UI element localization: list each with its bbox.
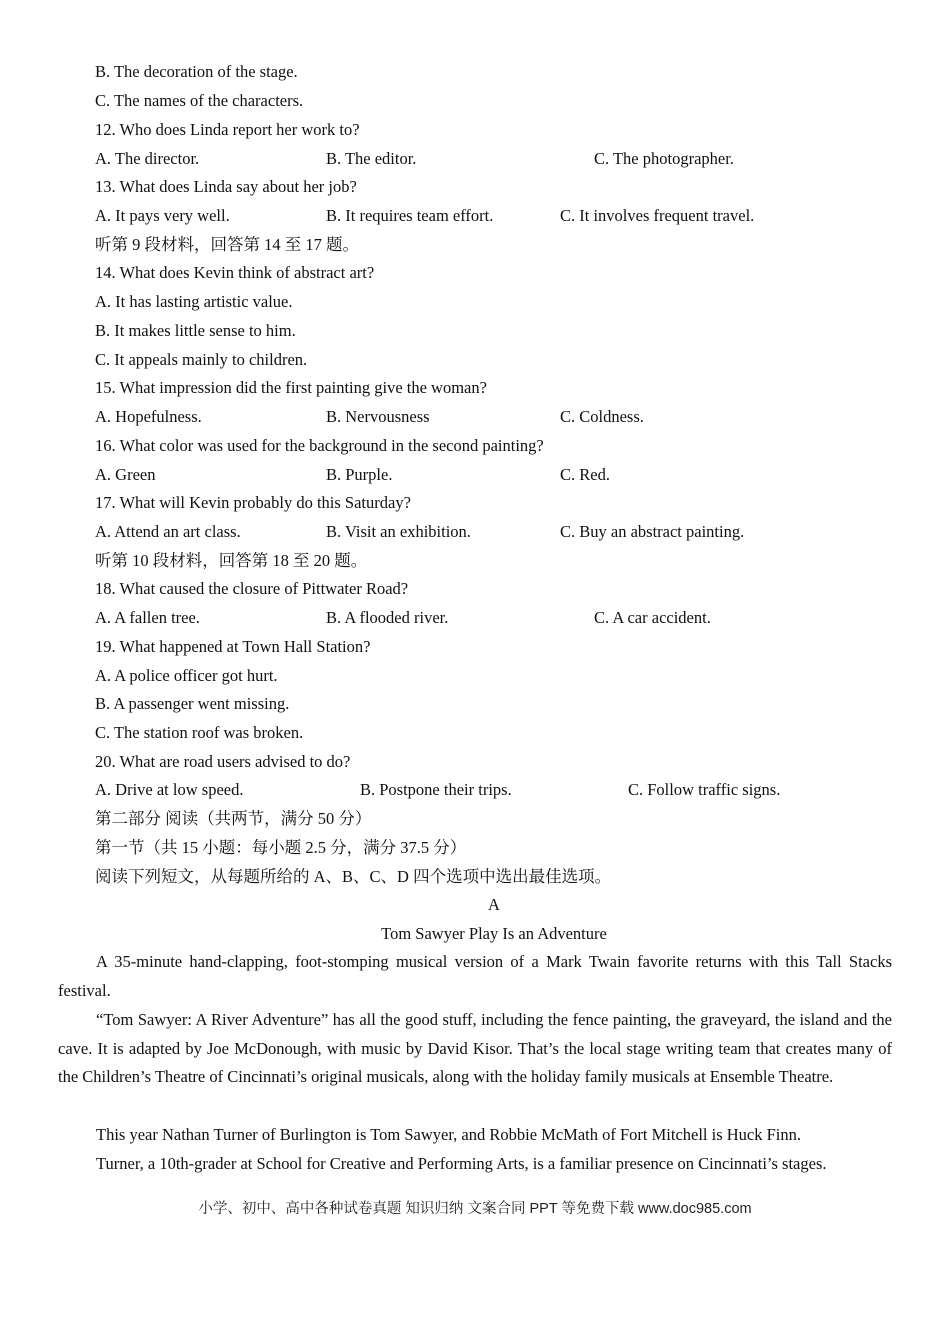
reading-part-title: 第二部分 阅读（共两节，满分 50 分） bbox=[95, 809, 372, 828]
q17-option-c: C. Buy an abstract painting. bbox=[560, 522, 745, 541]
q18-question: 18. What caused the closure of Pittwater Road? bbox=[95, 579, 409, 598]
q11-option-c: C. The names of the characters. bbox=[95, 91, 304, 110]
q16-question: 16. What color was used for the background in the second painting? bbox=[95, 436, 544, 455]
q18-option-c: C. A car accident. bbox=[594, 608, 711, 627]
q15-question: 15. What impression did the first painting give the woman? bbox=[95, 378, 487, 397]
reading-section-title: 第一节（共 15 小题：每小题 2.5 分，满分 37.5 分） bbox=[95, 838, 467, 857]
q13-option-a: A. It pays very well. bbox=[95, 206, 230, 225]
q12-question: 12. Who does Linda report her work to? bbox=[95, 120, 360, 139]
q18-option-a: A. A fallen tree. bbox=[95, 608, 200, 627]
q13-option-c: C. It involves frequent travel. bbox=[560, 206, 755, 225]
q15-option-a: A. Hopefulness. bbox=[95, 407, 202, 426]
q14-option-c: C. It appeals mainly to children. bbox=[95, 350, 308, 369]
q19-option-c: C. The station roof was broken. bbox=[95, 723, 304, 742]
q19-option-b: B. A passenger went missing. bbox=[95, 694, 290, 713]
q16-option-b: B. Purple. bbox=[326, 465, 393, 484]
q14-option-a: A. It has lasting artistic value. bbox=[95, 292, 293, 311]
passage-title: Tom Sawyer Play Is an Adventure bbox=[381, 924, 607, 943]
q13-question: 13. What does Linda say about her job? bbox=[95, 177, 357, 196]
passage-paragraph-1: A 35-minute hand-clapping, foot-stomping musical version of a Mark Twain favorite returns with this Tall Stacks festival. bbox=[58, 952, 892, 1000]
passage-paragraph-3: This year Nathan Turner of Burlington is Tom Sawyer, and Robbie McMath of Fort Mitchell is Huck Finn. bbox=[96, 1125, 802, 1144]
q15-option-b: B. Nervousness bbox=[326, 407, 430, 426]
q16-option-a: A. Green bbox=[95, 465, 156, 484]
q19-question: 19. What happened at Town Hall Station? bbox=[95, 637, 371, 656]
q16-option-c: C. Red. bbox=[560, 465, 610, 484]
q20-option-b: B. Postpone their trips. bbox=[360, 780, 512, 799]
passage-paragraph-2: “Tom Sawyer: A River Adventure” has all the good stuff, including the fence painting, the graveyard, the island and the cave. It is adapted by Joe McDonough, with music by David Kisor. That’s the local stage writing team that creates many of the Children’s Theatre of Cincinnati’s original musicals, along with the holiday family musicals at Ensemble Theatre. bbox=[58, 1010, 892, 1087]
q14-question: 14. What does Kevin think of abstract art? bbox=[95, 263, 375, 282]
reading-instructions: 阅读下列短文，从每题所给的 A、B、C、D 四个选项中选出最佳选项。 bbox=[95, 867, 612, 886]
q18-option-b: B. A flooded river. bbox=[326, 608, 449, 627]
page-footer: 小学、初中、高中各种试卷真题 知识归纳 文案合同 PPT 等免费下载 www.doc985.com bbox=[198, 1201, 752, 1217]
q20-option-a: A. Drive at low speed. bbox=[95, 780, 244, 799]
q20-question: 20. What are road users advised to do? bbox=[95, 752, 351, 771]
section-9-instruction: 听第 9 段材料，回答第 14 至 17 题。 bbox=[95, 235, 359, 254]
q15-option-c: C. Coldness. bbox=[560, 407, 644, 426]
section-10-instruction: 听第 10 段材料，回答第 18 至 20 题。 bbox=[95, 551, 368, 570]
q17-option-a: A. Attend an art class. bbox=[95, 522, 241, 541]
q17-option-b: B. Visit an exhibition. bbox=[326, 522, 471, 541]
q11-option-b: B. The decoration of the stage. bbox=[95, 62, 298, 81]
q12-option-c: C. The photographer. bbox=[594, 149, 734, 168]
q20-option-c: C. Follow traffic signs. bbox=[628, 780, 781, 799]
passage-paragraph-4: Turner, a 10th-grader at School for Creative and Performing Arts, is a familiar presence on Cincinnati’s stages. bbox=[96, 1154, 827, 1173]
passage-label: A bbox=[488, 895, 500, 914]
q12-option-a: A. The director. bbox=[95, 149, 200, 168]
q13-option-b: B. It requires team effort. bbox=[326, 206, 494, 225]
q12-option-b: B. The editor. bbox=[326, 149, 417, 168]
q17-question: 17. What will Kevin probably do this Saturday? bbox=[95, 493, 411, 512]
q14-option-b: B. It makes little sense to him. bbox=[95, 321, 296, 340]
q19-option-a: A. A police officer got hurt. bbox=[95, 666, 278, 685]
